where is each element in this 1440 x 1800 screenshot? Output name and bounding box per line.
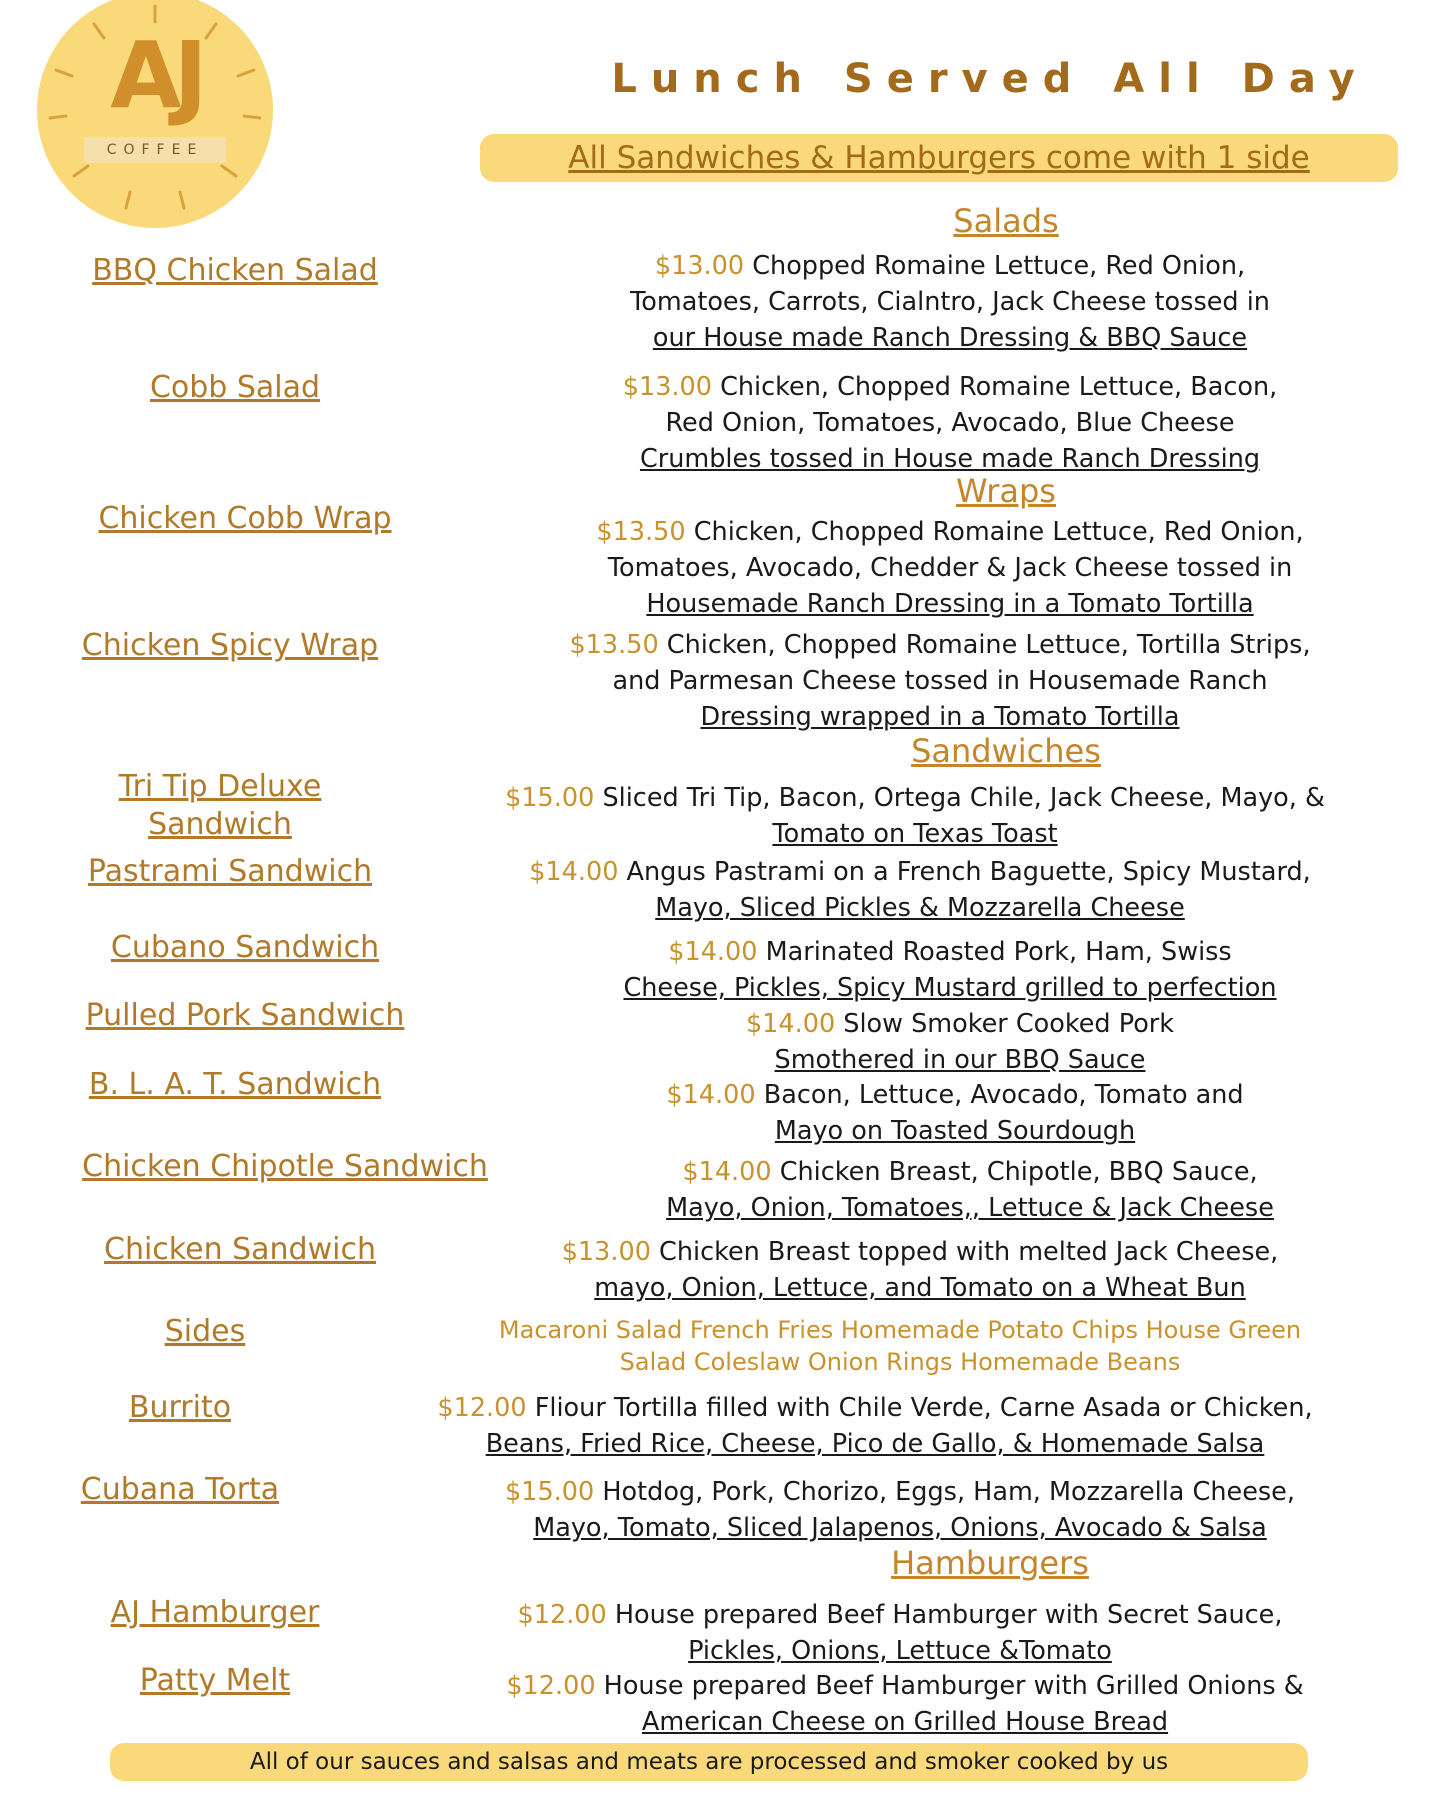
item-price: $13.50 [596,517,686,547]
section-heading-hamburgers: Hamburgers [891,1544,1089,1582]
item-desc-cobb-salad [520,369,1380,477]
item-desc-burrito [330,1390,1420,1462]
desc-line: Mayo on Toasted Sourdough [774,1116,1136,1146]
item-price: $13.00 [622,372,712,402]
item-price: $14.00 [529,857,619,887]
section-heading-wraps: Wraps [956,472,1056,510]
item-desc-blat-sandwich [560,1077,1350,1149]
item-price: $13.00 [654,251,745,281]
desc-line: Smothered in our BBQ Sauce [774,1045,1146,1075]
sides-list [385,1314,1415,1378]
desc-line: Red Onion, Tomatoes, Avocado, Blue Cheese [665,408,1235,438]
desc-line: Mayo, Sliced Pickles & Mozzarella Cheese [655,893,1185,923]
page-title: Lunch Served All Day [611,56,1369,102]
desc-line: Housemade Ranch Dressing in a Tomato Tortilla [646,589,1254,619]
desc-line: Pickles, Onions, Lettuce &Tomato [688,1636,1112,1666]
item-desc-chicken-sandwich [450,1234,1390,1306]
desc-line: Angus Pastrami on a French Baguette, Spicy Mustard, [626,857,1311,887]
item-name-cubana-torta: Cubana Torta [80,1472,280,1507]
item-price: $14.00 [682,1157,772,1187]
item-price: $14.00 [745,1009,836,1039]
item-name-chicken-cobb-wrap: Chicken Cobb Wrap [98,501,392,536]
desc-line: Beans, Fried Rice, Cheese, Pico de Gallo, & Homemade Salsa [485,1429,1265,1459]
desc-line: Fliour Tortilla filled with Chile Verde, Carne Asada or Chicken, [534,1393,1313,1423]
item-desc-aj-hamburger [400,1597,1400,1669]
item-name-line: Tri Tip Deluxe [118,769,322,804]
item-name-blat-sandwich: B. L. A. T. Sandwich [88,1067,382,1102]
item-name-chicken-sandwich: Chicken Sandwich [104,1232,376,1267]
footer-note: All of our sauces and salsas and meats are processed and smoker cooked by us [110,1743,1308,1781]
desc-line: Sliced Tri Tip, Bacon, Ortega Chile, Jack Cheese, Mayo, & [602,783,1325,813]
desc-line: Chopped Romaine Lettuce, Red Onion, [752,251,1246,281]
desc-line: mayo, Onion, Lettuce, and Tomato on a Wheat Bun [594,1273,1246,1303]
sides-line: Salad Coleslaw Onion Rings Homemade Beans [619,1348,1181,1376]
item-name-pulled-pork-sandwich: Pulled Pork Sandwich [85,998,405,1033]
item-desc-pastrami-sandwich [420,854,1420,926]
desc-line: Chicken Breast, Chipotle, BBQ Sauce, [779,1157,1258,1187]
desc-line: House prepared Beef Hamburger with Secret Sauce, [614,1600,1283,1630]
desc-line: and Parmesan Cheese tossed in Housemade Ranch [612,666,1268,696]
desc-line: Tomatoes, Avocado, Chedder & Jack Cheese tossed in [607,553,1293,583]
desc-line: Bacon, Lettuce, Avocado, Tomato and [763,1080,1244,1110]
item-name-aj-hamburger: AJ Hamburger [110,1595,320,1630]
item-name-burrito: Burrito [128,1390,232,1425]
item-desc-cubana-torta [400,1474,1400,1546]
desc-line: Dressing wrapped in a Tomato Tortilla [700,702,1180,732]
item-desc-pulled-pork-sandwich [620,1006,1300,1078]
item-price: $14.00 [668,937,758,967]
desc-line: House prepared Beef Hamburger with Grilled Onions & [603,1671,1304,1701]
item-price: $14.00 [666,1080,756,1110]
item-desc-cubano-sandwich [540,934,1360,1006]
item-name-bbq-chicken-salad: BBQ Chicken Salad [92,253,378,288]
item-name-line: Sandwich [148,806,292,842]
desc-line: Chicken, Chopped Romaine Lettuce, Tortilla Strips, [666,630,1311,660]
item-price: $15.00 [505,1477,595,1507]
item-price: $15.00 [505,783,595,813]
item-desc-patty-melt [400,1668,1410,1740]
item-name-chicken-spicy-wrap: Chicken Spicy Wrap [81,628,379,663]
item-desc-chicken-cobb-wrap [510,514,1390,622]
desc-line: Marinated Roasted Pork, Ham, Swiss [765,937,1232,967]
item-price: $12.00 [506,1671,596,1701]
desc-line: Tomatoes, Carrots, Cialntro, Jack Cheese tossed in [630,287,1270,317]
section-heading-sandwiches: Sandwiches [911,732,1101,770]
desc-line: Crumbles tossed in House made Ranch Dressing [639,444,1261,474]
item-desc-chicken-chipotle-sandwich [560,1154,1380,1226]
desc-line: Cheese, Pickles, Spicy Mustard grilled to perfection [623,973,1277,1003]
item-desc-tri-tip-deluxe-sandwich [400,780,1430,852]
item-price: $13.50 [569,630,659,660]
sides-line: Macaroni Salad French Fries Homemade Potato Chips House Green [498,1316,1302,1344]
desc-line: Tomato on Texas Toast [772,819,1058,849]
desc-line: Chicken, Chopped Romaine Lettuce, Red Onion, [693,517,1304,547]
item-desc-chicken-spicy-wrap [470,627,1410,735]
item-name-chicken-chipotle-sandwich: Chicken Chipotle Sandwich [82,1149,488,1184]
desc-line: our House made Ranch Dressing & BBQ Sauce [652,323,1248,353]
item-name-patty-melt: Patty Melt [139,1663,291,1698]
desc-line: Chicken Breast topped with melted Jack Cheese, [659,1237,1279,1267]
item-price: $13.00 [561,1237,651,1267]
sides-banner: All Sandwiches & Hamburgers come with 1 side [480,134,1398,182]
item-name-sides: Sides [164,1314,246,1349]
item-name-cubano-sandwich: Cubano Sandwich [110,930,380,965]
desc-line: Hotdog, Pork, Chorizo, Eggs, Ham, Mozzarella Cheese, [602,1477,1295,1507]
section-heading-salads: Salads [953,202,1059,240]
desc-line: American Cheese on Grilled House Bread [641,1707,1169,1737]
desc-line: Chicken, Chopped Romaine Lettuce, Bacon, [720,372,1278,402]
logo-subtitle: COFFEE [84,137,226,163]
desc-line: Mayo, Onion, Tomatoes,, Lettuce & Jack Cheese [666,1193,1274,1223]
logo [34,0,276,228]
item-name-cobb-salad: Cobb Salad [149,370,321,405]
item-name-tri-tip-deluxe-sandwich [20,768,420,843]
desc-line: Mayo, Tomato, Sliced Jalapenos, Onions, Avocado & Salsa [533,1513,1267,1543]
item-price: $12.00 [437,1393,527,1423]
item-name-pastrami-sandwich: Pastrami Sandwich [87,854,373,889]
logo-letters: AJ [110,22,200,129]
desc-line: Slow Smoker Cooked Pork [843,1009,1175,1039]
item-desc-bbq-chicken-salad [520,248,1380,356]
item-price: $12.00 [517,1600,607,1630]
